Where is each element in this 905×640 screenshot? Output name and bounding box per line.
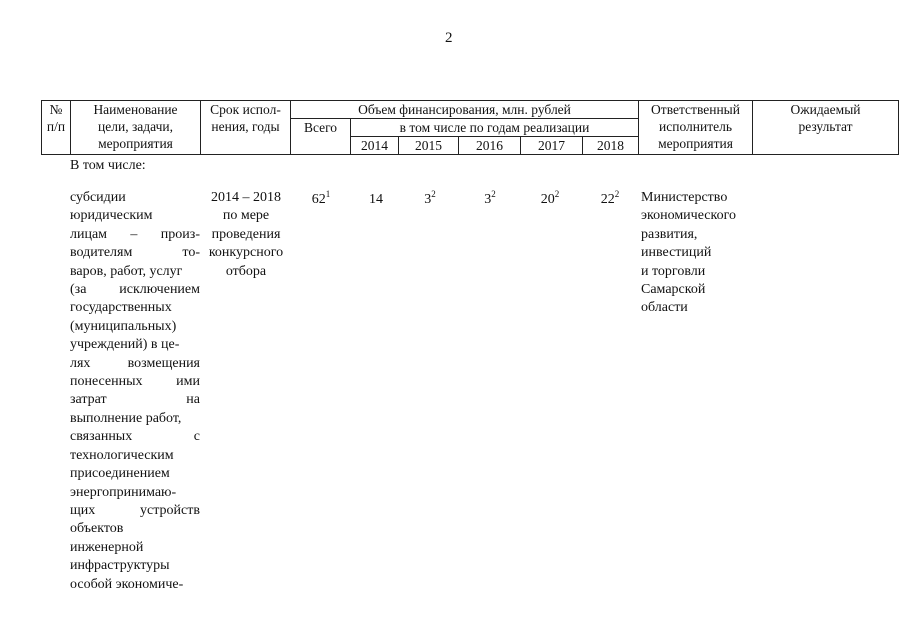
description-line: субсидии (70, 190, 126, 205)
description-line: учреждений) в це- (70, 337, 180, 353)
description-line: особой экономиче- (70, 576, 184, 592)
col-name-header: Наименование цели, задачи, мероприятия (71, 101, 201, 155)
description-line: энергопринимаю- (70, 484, 177, 500)
col-year-2018: 2018 (583, 137, 639, 155)
description-line: затрат на (70, 392, 200, 408)
row-2015: $3^2$ (424, 189, 436, 207)
col-year-2014: 2014 (351, 137, 399, 155)
description-line: лях возмещения (70, 355, 200, 371)
col-num-header: № п/п (42, 101, 71, 155)
description-line: понесенных ими (70, 374, 200, 390)
row-description (70, 189, 200, 594)
intro-text: В том числе: (70, 158, 146, 173)
row-term: 2014 – 2018 по мере проведения конкурсного отбора (208, 190, 284, 279)
row-total: $62^1$ (311, 189, 331, 207)
description-line: инфраструктуры (70, 558, 170, 574)
description-line: присоединением (70, 466, 170, 482)
description-line: щих устройств (70, 502, 200, 518)
description-line: лицам – произ- (70, 226, 200, 242)
col-term-header: Срок испол- нения, годы (201, 101, 291, 155)
description-line: объектов (70, 521, 124, 537)
row-2014: 14 (369, 192, 383, 207)
row-2017: $20^2$ (540, 189, 560, 207)
description-line: связанных с (70, 429, 200, 445)
description-line: выполнение работ, (70, 410, 182, 426)
description-line: (за исключением (70, 282, 200, 298)
table-header (41, 100, 899, 155)
col-year-2016: 2016 (459, 137, 521, 155)
col-year-2015: 2015 (399, 137, 459, 155)
col-year-2017: 2017 (521, 137, 583, 155)
page-number: 2 (445, 30, 453, 46)
description-line: юридическим (70, 208, 153, 224)
description-line: варов, работ, услуг (70, 263, 183, 279)
row-2016: $3^2$ (484, 189, 496, 207)
col-total-header: Всего (291, 119, 351, 155)
description-line: водителям то- (70, 245, 200, 261)
description-line: государственных (70, 300, 172, 316)
col-expected-header: Ожидаемый результат (753, 101, 899, 155)
description-line: (муниципальных) (70, 318, 177, 334)
row-responsible: Министерство экономического развития, инвестиций и торговли Самарской области (641, 190, 736, 316)
col-funding-header: Объем финансирования, млн. рублей (291, 101, 639, 119)
description-line: инженерной (70, 539, 144, 555)
col-by-years-header: в том числе по годам реализации (351, 119, 639, 137)
row-2018: $22^2$ (600, 189, 620, 207)
description-line: технологическим (70, 447, 174, 463)
col-responsible-header: Ответственный исполнитель мероприятия (639, 101, 753, 155)
